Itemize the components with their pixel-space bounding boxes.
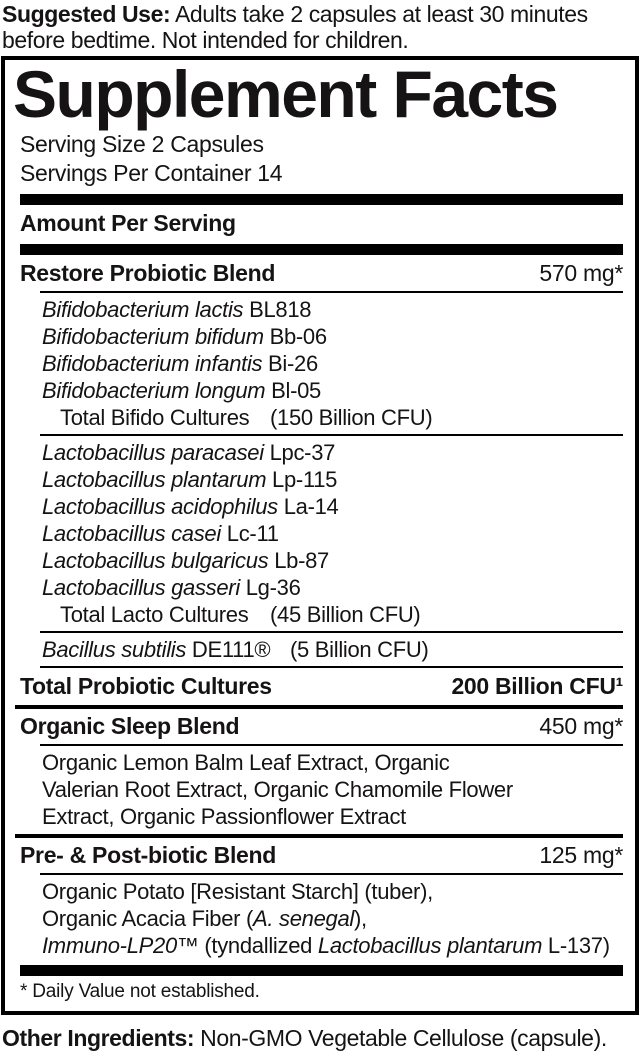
total-probiotic-value: 200 Billion CFU¹ <box>451 673 623 699</box>
ingredient-row-bacillus <box>42 636 623 663</box>
thick-bar <box>20 194 623 205</box>
total-cfu: (150 Billion CFU) <box>270 405 433 430</box>
ingredient-row: Bifidobacterium lactis BL818 <box>42 297 312 322</box>
thick-bar <box>20 244 623 255</box>
blend-name: Pre- & Post-biotic Blend <box>20 842 277 868</box>
blend-ingredients-line: Extract, Organic Passionflower Extract <box>42 804 406 829</box>
blend-ingredients-line: Organic Lemon Balm Leaf Extract, Organic <box>42 750 450 775</box>
divider <box>40 434 623 436</box>
total-cfu: (45 Billion CFU) <box>270 602 421 627</box>
suggested-use-line: before bedtime. Not intended for children. <box>2 27 409 53</box>
section-divider <box>15 705 623 709</box>
blend-amount: 450 mg* <box>539 713 623 739</box>
ingredient-name: Bacillus subtilis DE111® <box>42 637 271 662</box>
ingredient-row: Bifidobacterium infantis Bi-26 <box>42 351 318 376</box>
blend-amount: 570 mg* <box>539 260 623 286</box>
suggested-use-line: Suggested Use: Adults take 2 capsules at least 30 minutes <box>2 1 588 27</box>
ingredient-row: Lactobacillus plantarum Lp-115 <box>42 467 338 492</box>
blend-header-organic-sleep <box>20 712 623 741</box>
total-name: Total Lacto Cultures <box>60 602 249 627</box>
total-probiotic-label: Total Probiotic Cultures <box>20 673 272 699</box>
blend-name: Restore Probiotic Blend <box>20 260 276 286</box>
blend-header-restore-probiotic <box>20 259 623 288</box>
ingredient-row: Lactobacillus acidophilus La-14 <box>42 494 339 519</box>
section-divider <box>15 834 623 838</box>
daily-value-footnote: * Daily Value not established. <box>20 981 260 1002</box>
ingredient-cfu: (5 Billion CFU) <box>290 637 429 662</box>
servings-per-container: Servings Per Container 14 <box>20 160 283 186</box>
thick-bar <box>20 965 623 976</box>
blend-ingredients-line: Immuno-LP20™ (tyndallized Lactobacillus plantarum L-137) <box>42 933 610 958</box>
divider <box>40 666 623 668</box>
suggested-use <box>0 0 640 53</box>
divider <box>40 291 623 293</box>
blend-ingredients-line: Organic Potato [Resistant Starch] (tuber), <box>42 879 433 904</box>
total-lacto-row <box>60 601 623 628</box>
blend-header-pre-post-biotic <box>20 841 623 870</box>
serving-size: Serving Size 2 Capsules <box>20 131 264 157</box>
blend-amount: 125 mg* <box>539 842 623 868</box>
supplement-facts-panel <box>1 56 639 1015</box>
ingredient-row: Lactobacillus casei Lc-11 <box>42 521 279 546</box>
total-name: Total Bifido Cultures <box>60 405 250 430</box>
blend-ingredients-line: Valerian Root Extract, Organic Chamomile Flower <box>42 777 513 802</box>
ingredient-row: Lactobacillus paracasei Lpc-37 <box>42 440 336 465</box>
divider <box>40 873 623 875</box>
panel-title: Supplement Facts <box>13 57 558 131</box>
total-bifido-row <box>60 404 623 431</box>
blend-name: Organic Sleep Blend <box>20 713 240 739</box>
divider <box>40 744 623 746</box>
ingredient-row: Lactobacillus bulgaricus Lb-87 <box>42 548 329 573</box>
amount-per-serving-heading: Amount Per Serving <box>20 210 236 236</box>
ingredient-row: Lactobacillus gasseri Lg-36 <box>42 575 301 600</box>
total-probiotic-cultures-row <box>20 671 623 701</box>
other-ingredients: Other Ingredients: Non-GMO Vegetable Cellulose (capsule). <box>2 1025 607 1051</box>
ingredient-row: Bifidobacterium longum Bl-05 <box>42 378 321 403</box>
divider <box>40 631 623 633</box>
ingredient-row: Bifidobacterium bifidum Bb-06 <box>42 324 327 349</box>
blend-ingredients-line: Organic Acacia Fiber (A. senegal), <box>42 906 367 931</box>
